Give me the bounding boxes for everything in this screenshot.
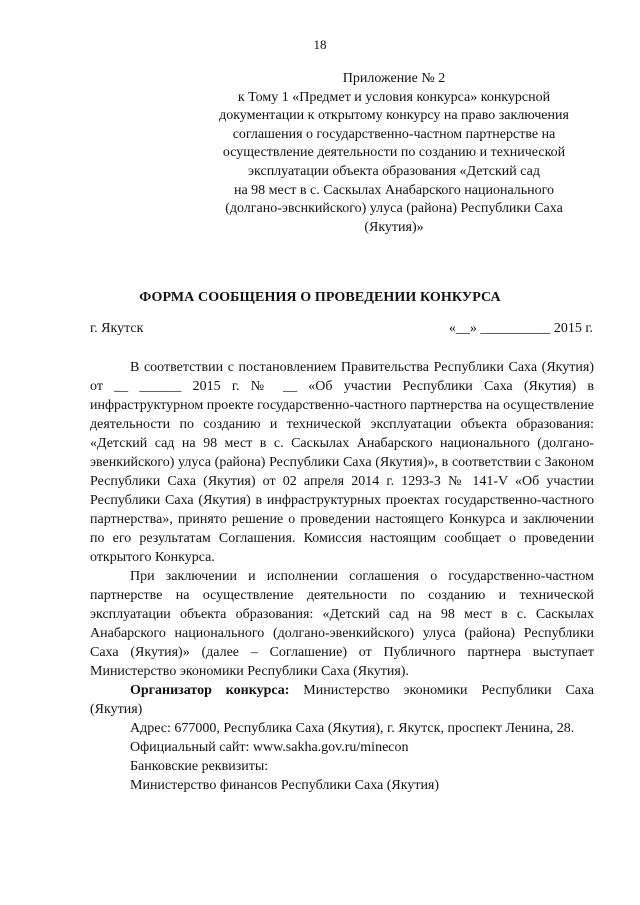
paragraph-website: Официальный сайт: www.sakha.gov.ru/minecon bbox=[130, 740, 409, 755]
date-placeholder: «__» __________ 2015 г. bbox=[448, 321, 593, 336]
appendix-line: к Тому 1 «Предмет и условия конкурса» конкурсной bbox=[237, 89, 551, 105]
paragraph-address: Адрес: 677000, Республика Саха (Якутия), г. Якутск, проспект Ленина, 28. bbox=[130, 721, 575, 736]
appendix-line: на 98 мест в с. Саскылах Анабарского национального bbox=[233, 182, 555, 198]
paragraph-partner: При заключении и исполнении соглашения о государственно-частном партнерстве на осуществление деятельности по созданию и технической эксплуатации объекта образования: «Детский сад на 98 мест в с. Саскылах Анабарского национального (долгано-эвенкийского) улуса (района) Республики Саха (Якутия)» (далее – Соглашение) от Публичного партнера выступает Министерство экономики Республики Саха (Якутия). bbox=[90, 569, 594, 679]
document-body bbox=[90, 358, 594, 795]
appendix-line: эксплуатации объекта образования «Детский сад bbox=[248, 163, 540, 179]
appendix-line: Приложение № 2 bbox=[342, 71, 446, 86]
paragraph-organizer bbox=[90, 681, 594, 719]
appendix-line: (Якутия)» bbox=[364, 219, 424, 235]
organizer-value: Министерство экономики Республики Саха (Якутия) bbox=[90, 683, 595, 717]
appendix-line: документации к открытому конкурсу на право заключения bbox=[219, 108, 569, 124]
appendix-line: осуществление деятельности по созданию и технической bbox=[222, 145, 566, 161]
page-number: 18 bbox=[313, 37, 327, 52]
paragraph-bank-label: Банковские реквизиты: bbox=[130, 759, 269, 774]
city-date-line bbox=[90, 321, 593, 337]
paragraph-ministry: Министерство финансов Республики Саха (Якутия) bbox=[130, 778, 440, 793]
city: г. Якутск bbox=[90, 321, 144, 336]
appendix-line: (долгано-эвснкийского) улуса (района) Республики Саха bbox=[225, 201, 563, 217]
paragraph-decision: В соответствии с постановлением Правительства Республики Саха (Якутия) от __ ______ 2015 г. № __ «Об участии Республики Саха (Якутия) в инфраструктурном проекте государственно-частного партнерства на осуществление деятельности по созданию и технической эксплуатации объекта образования: «Детский сад на 98 мест в с. Саскылах Анабарского национального (долгано-эвенкийского) улуса (района) Республики Саха (Якутия)», в соответствии с Законом Республики Саха (Якутия) от 02 апреля 2014 г. 1293-З № 141-V «Об участии Республики Саха (Якутия) в инфраструктурных проектах государственно-частного партнерства», принято решение о проведении настоящего Конкурса и заключении по его результатам Соглашения. Комиссия настоящим сообщает о проведении открытого Конкурса. bbox=[90, 360, 594, 565]
form-title: ФОРМА СООБЩЕНИЯ О ПРОВЕДЕНИИ КОНКУРСА bbox=[139, 290, 501, 305]
appendix-header bbox=[196, 70, 592, 237]
appendix-line: соглашения о государственно-частном партнерстве на bbox=[232, 126, 556, 142]
organizer-label: Организатор конкурса: bbox=[130, 683, 290, 698]
